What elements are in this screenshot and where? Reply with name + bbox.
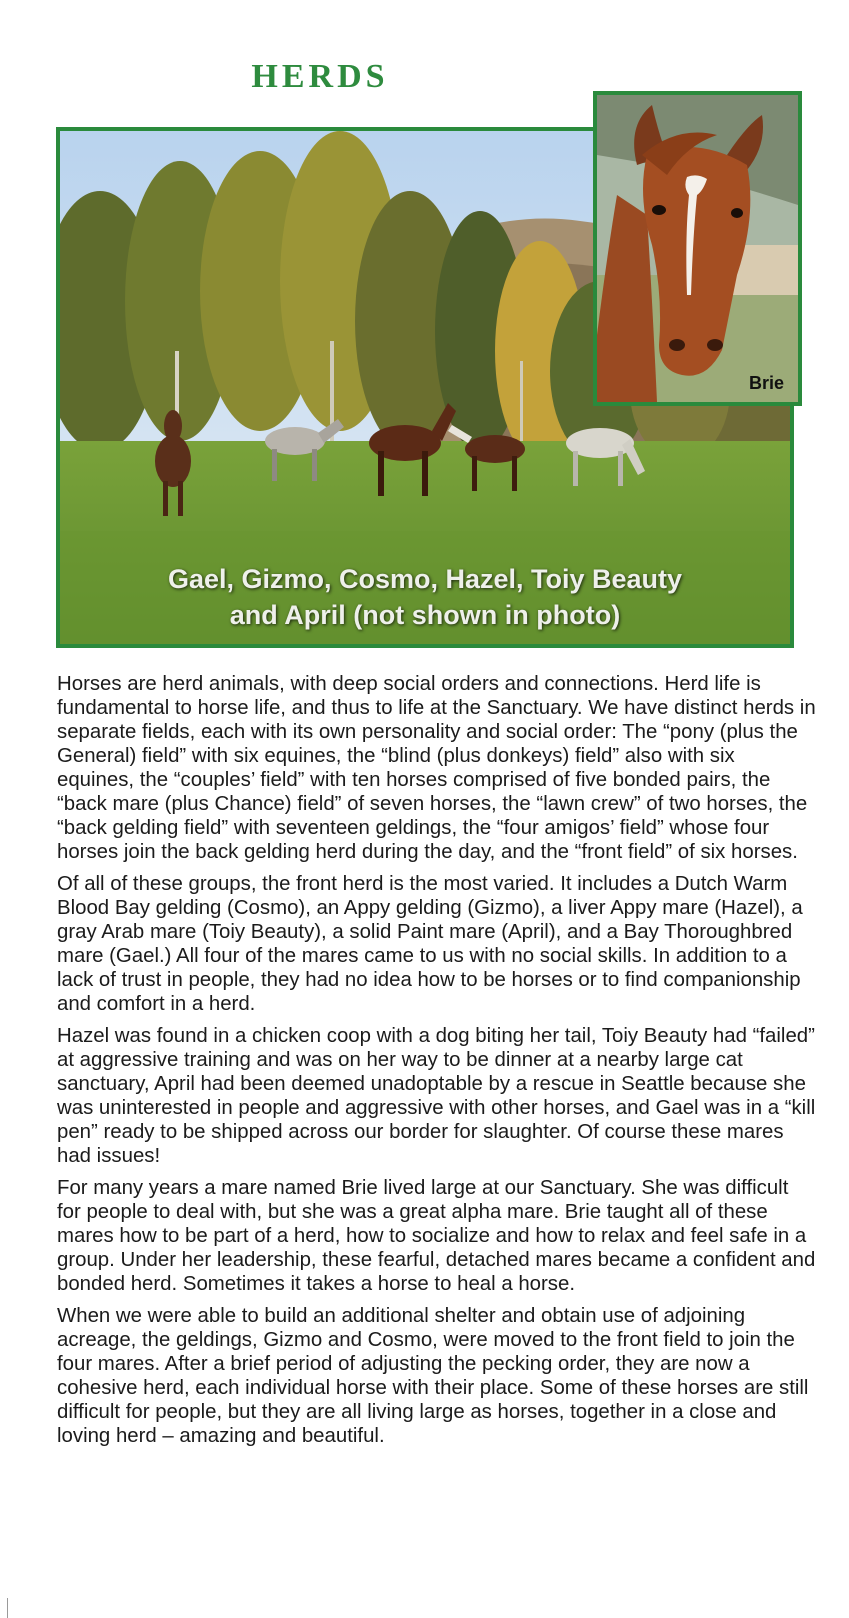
paragraph-4: For many years a mare named Brie lived large at our Sanctuary. She was difficult for people to deal with, but she was a great alpha mare. Brie taught all of these mares how to be part of a herd, how to socialize and how to relax and feel safe in a group. Under her leadership, these fearful, detached mares became a confident and bonded herd. Sometimes it takes a horse to heal a horse. — [57, 1177, 816, 1295]
page-edge-mark — [7, 1598, 8, 1618]
page-title: HERDS — [251, 58, 389, 95]
brie-portrait-illustration — [597, 95, 798, 402]
paragraph-5: When we were able to build an additional shelter and obtain use of adjoining acreage, the geldings, Gizmo and Cosmo, were moved to the front field to join the four mares. After a brief period of adjusting the pecking order, they are now a cohesive herd, each individual horse with their place. Some of these horses are still difficult for people, but they are all living large as horses, together in a close and loving herd – amazing and beautiful. — [57, 1305, 809, 1447]
paragraph-3: Hazel was found in a chicken coop with a dog biting her tail, Toiy Beauty had “failed” at aggressive training and was on her way to be dinner at a nearby large cat sanctuary, April had been deemed unadoptable by a rescue in Seattle because she was uninterested in people and aggressive with other horses, and Gael was in a “kill pen” ready to be shipped across our border for slaughter. Of course these mares had issues! — [57, 1025, 816, 1167]
paragraph-1: Horses are herd animals, with deep social orders and connections. Herd life is fundamental to horse life, and thus to life at the Sanctuary. We have distinct herds in separate fields, each with its own personality and social order: The “pony (plus the General) field” with six equines, the “blind (plus donkeys) field” also with six equines, the “couples’ field” with ten horses comprised of five bonded pairs, the “back mare (plus Chance) field” of seven horses, the “lawn crew” of two horses, the “back gelding field” with seventeen geldings, the “four amigos’ field” whose four horses join the back gelding herd during the day, and the “front field” of six horses. — [57, 673, 816, 863]
brie-photo-label: Brie — [748, 373, 784, 393]
article-body — [57, 672, 817, 1456]
caption-line-2: and April (not shown in photo) — [229, 600, 621, 630]
paragraph-2: Of all of these groups, the front herd is the most varied. It includes a Dutch Warm Blood Bay gelding (Cosmo), an Appy gelding (Gizmo), a liver Appy mare (Hazel), a gray Arab mare (Toiy Beauty), a solid Paint mare (April), and a Bay Thoroughbred mare (Gael.) All four of the mares came to us with no social skills. In addition to a lack of trust in people, they had no idea how to be horses or to find companionship and comfort in a herd. — [57, 873, 803, 1015]
brie-photo — [593, 91, 802, 406]
caption-line-1: Gael, Gizmo, Cosmo, Hazel, Toiy Beauty — [167, 564, 683, 594]
herd-photo-caption — [60, 561, 790, 633]
